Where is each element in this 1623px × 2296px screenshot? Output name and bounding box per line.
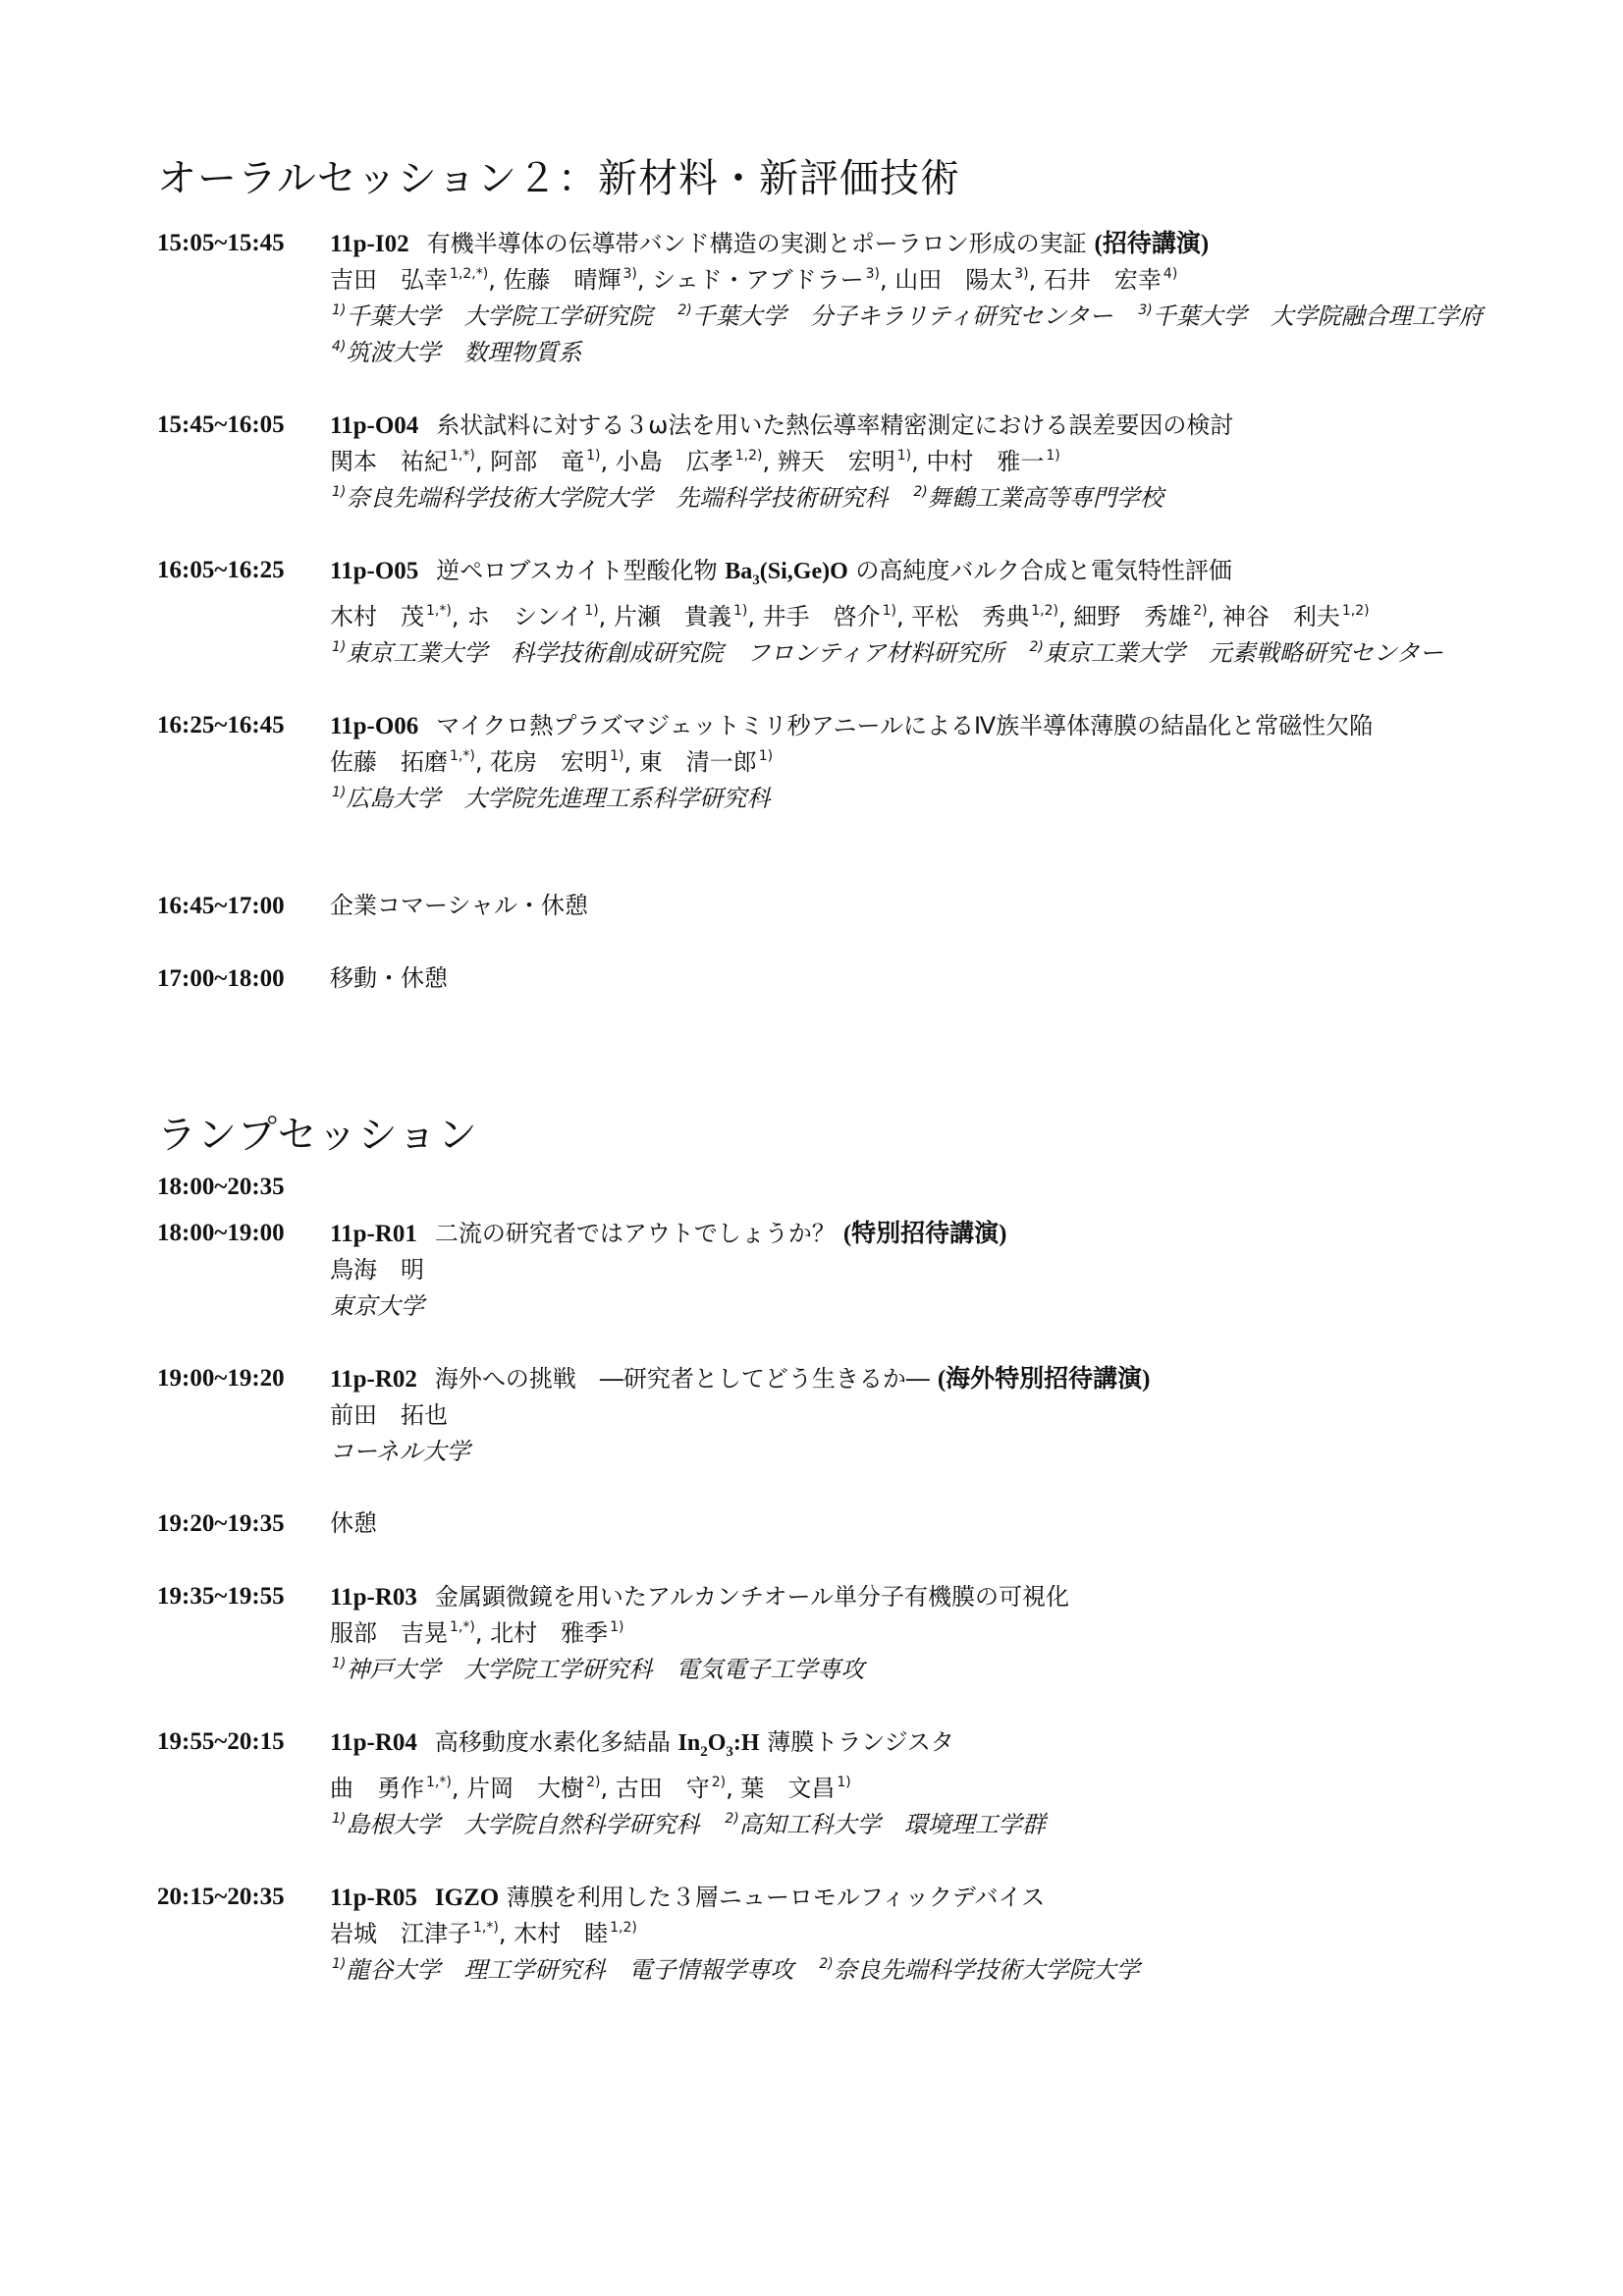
talk-title: 高移動度水素化多結晶 $In_2O_3:H$ 薄膜トランジスタ <box>434 1727 954 1760</box>
talk-entry <box>157 1723 1502 1843</box>
talk-code: 11p-R05 <box>330 1884 417 1911</box>
author-name: 小島 広孝 <box>615 448 733 475</box>
break-entry <box>157 1505 1502 1542</box>
affiliation-list: $^{1)}$東京工業大学 科学技術創成研究院 フロンティア材料研究所 $^{2)}$東京工業大学 元素戦略研究センター <box>332 638 1443 667</box>
talk-code: 11p-R02 <box>330 1365 417 1393</box>
program-page <box>157 147 1502 2024</box>
affiliation-list: $^{1)}$奈良先端科学技術大学院大学 先端科学技術研究科 $^{2)}$舞鶴工業高等専門学校 <box>332 484 1163 512</box>
talk-code: 11p-O05 <box>330 558 419 584</box>
author-name: ホ シンイ <box>466 602 583 630</box>
author-name: 曲 勇作 <box>330 1774 424 1802</box>
author-name: 吉田 弘幸 <box>330 266 448 294</box>
rump-session-title: ランプセッション <box>157 1112 478 1158</box>
author-list: 佐藤 拓磨 $^{1,*)}$, 花房 宏明 $^{1)}$, 東 清一郎 $^{1)}$ <box>330 747 774 776</box>
affiliation-list: $^{1)}$広島大学 大学院先進理工系科学研究科 <box>332 784 771 812</box>
oral-session-title: オーラルセッション２：新材料・新評価技術 <box>157 156 960 201</box>
break-entry <box>157 960 1502 997</box>
talk-entry <box>157 407 1502 517</box>
author-name: 片岡 大樹 <box>466 1774 585 1802</box>
talk-title: 薄膜を利用した３層ニューロモルフィックデバイス <box>499 1883 1046 1911</box>
talk-title: 糸状試料に対する３ω法を用いた熱伝導率精密測定における誤差要因の検討 <box>436 411 1234 439</box>
talk-entry <box>157 225 1502 371</box>
talk-code: 11p-R01 <box>330 1220 417 1247</box>
author-name: 山田 陽太 <box>894 266 1013 294</box>
author-list: 岩城 江津子 $^{1,*)}$, 木村 睦 $^{1,2)}$ <box>330 1919 637 1947</box>
affiliation-list: コーネル大学 <box>330 1437 470 1465</box>
author-name: 片瀬 貴義 <box>613 602 731 630</box>
talk-entry <box>157 552 1502 672</box>
author-name: 石井 宏幸 <box>1043 266 1162 294</box>
author-name: 東 清一郎 <box>638 747 757 776</box>
talk-note: (海外特別招待講演) <box>937 1365 1151 1393</box>
talk-entry <box>157 707 1502 817</box>
talk-time: 19:55~20:15 <box>157 1727 285 1755</box>
author-name: 佐藤 晴輝 <box>503 266 622 294</box>
talk-title: 二流の研究者ではアウトでしょうか？ <box>434 1219 836 1247</box>
talk-title: 有機半導体の伝導帯バンド構造の実測とポーラロン形成の実証 <box>426 230 1087 257</box>
affiliation-list: $^{1)}$千葉大学 大学院工学研究院 $^{2)}$千葉大学 分子キラリティ研究センター $^{3)}$千葉大学 大学院融合理工学府 $^{4)}$筑波大学 数理物質系 <box>332 302 1483 366</box>
talk-title: マイクロ熱プラズマジェットミリ秒アニールによるⅣ族半導体薄膜の結晶化と常磁性欠陥 <box>436 711 1374 739</box>
talk-code: 11p-I02 <box>330 231 409 257</box>
talk-code: 11p-O04 <box>330 412 419 439</box>
talk-time: 19:00~19:20 <box>157 1364 285 1392</box>
author-name: 木村 睦 <box>514 1919 609 1947</box>
talk-note: (招待講演) <box>1094 231 1210 257</box>
talk-time: 15:45~16:05 <box>157 411 285 438</box>
author-name: 岩城 江津子 <box>330 1919 471 1947</box>
break-label: 休憩 <box>330 1508 377 1537</box>
author-name: 古田 守 <box>615 1774 710 1802</box>
break-time: 17:00~18:00 <box>157 964 285 992</box>
talk-code: 11p-R03 <box>330 1583 417 1611</box>
author-name: 前田 拓也 <box>330 1400 448 1429</box>
talk-entry <box>157 1360 1502 1470</box>
author-list: 木村 茂 $^{1,*)}$, ホ シンイ $^{1)}$, 片瀬 貴義 $^{1)}$, 井手 啓介 $^{1)}$, 平松 秀典 $^{1,2)}$, 細野 秀雄 $^{2)}$, 神谷 利夫 $^{1,2)}$ <box>330 602 1370 630</box>
break-label: 企業コマーシャル・休憩 <box>330 891 589 919</box>
talk-code: 11p-R04 <box>330 1728 417 1756</box>
author-list: 関本 祐紀 $^{1,*)}$, 阿部 竜 $^{1)}$, 小島 広孝 $^{1,2)}$, 辨天 宏明 $^{1)}$, 中村 雅一 $^{1)}$ <box>330 448 1060 475</box>
talk-title: 逆ペロブスカイト型酸化物 $Ba_3(Si,Ge)O$ の高純度バルク合成と電気特性評価 <box>436 557 1232 588</box>
talk-code: 11p-O06 <box>330 712 419 739</box>
talk-entry <box>157 1879 1502 1989</box>
talk-time: 20:15~20:35 <box>157 1883 285 1910</box>
talk-note: (特別招待講演) <box>842 1220 1007 1247</box>
author-name: 佐藤 拓磨 <box>330 747 448 776</box>
talk-title: 海外への挑戦 ―研究者としてどう生きるか― <box>434 1364 930 1393</box>
affiliation-list: $^{1)}$神戸大学 大学院工学研究科 電気電子工学専攻 <box>332 1655 865 1683</box>
rump-session-time: 18:00~20:35 <box>157 1173 285 1200</box>
talk-title: 金属顕微鏡を用いたアルカンチオール単分子有機膜の可視化 <box>434 1582 1069 1611</box>
talk-entry <box>157 1578 1502 1688</box>
author-name: 辨天 宏明 <box>777 448 895 475</box>
break-time: 16:45~17:00 <box>157 892 285 919</box>
author-name: 花房 宏明 <box>490 747 609 776</box>
author-name: 鳥海 明 <box>330 1255 424 1284</box>
talk-entry <box>157 1215 1502 1325</box>
author-list: 曲 勇作 $^{1,*)}$, 片岡 大樹 $^{2)}$, 古田 守 $^{2)}$, 葉 文昌 $^{1)}$ <box>330 1774 851 1802</box>
break-label: 移動・休憩 <box>330 963 448 992</box>
author-name: 平松 秀典 <box>911 602 1030 630</box>
talk-time: 16:05~16:25 <box>157 557 285 583</box>
author-list: 服部 吉晃 $^{1,*)}$, 北村 雅季 $^{1)}$ <box>330 1618 624 1647</box>
talk-time: 19:35~19:55 <box>157 1582 285 1610</box>
affiliation-list: $^{1)}$島根大学 大学院自然科学研究科 $^{2)}$高知工科大学 環境理工学群 <box>332 1810 1046 1838</box>
author-name: 阿部 竜 <box>490 448 585 475</box>
talk-time: 16:25~16:45 <box>157 711 285 738</box>
author-name: 服部 吉晃 <box>330 1618 448 1647</box>
author-name: 北村 雅季 <box>490 1618 609 1647</box>
break-entry <box>157 888 1502 924</box>
author-name: 中村 雅一 <box>926 448 1045 475</box>
author-name: シェド・アブドラー <box>652 266 864 294</box>
author-list: 吉田 弘幸 $^{1,2,*)}$, 佐藤 晴輝 $^{3)}$, シェド・アブドラー $^{3)}$, 山田 陽太 $^{3)}$, 石井 宏幸 $^{4)}$ <box>330 266 1178 294</box>
talk-time: 15:05~15:45 <box>157 230 285 256</box>
affiliation-list: 東京大学 <box>330 1291 424 1320</box>
affiliation-list: $^{1)}$龍谷大学 理工学研究科 電子情報学専攻 $^{2)}$奈良先端科学技術大学院大学 <box>332 1955 1140 1984</box>
break-time: 19:20~19:35 <box>157 1509 285 1537</box>
author-list <box>330 1252 1502 1288</box>
author-name: 葉 文昌 <box>740 1774 836 1802</box>
author-name: 木村 茂 <box>330 602 424 630</box>
author-name: 神谷 利夫 <box>1221 602 1340 630</box>
talk-time: 18:00~19:00 <box>157 1219 285 1246</box>
talk-title-bold: IGZO <box>434 1884 500 1911</box>
author-name: 関本 祐紀 <box>330 448 448 475</box>
author-name: 細野 秀雄 <box>1073 602 1192 630</box>
author-list <box>330 1397 1502 1434</box>
author-name: 井手 啓介 <box>762 602 881 630</box>
